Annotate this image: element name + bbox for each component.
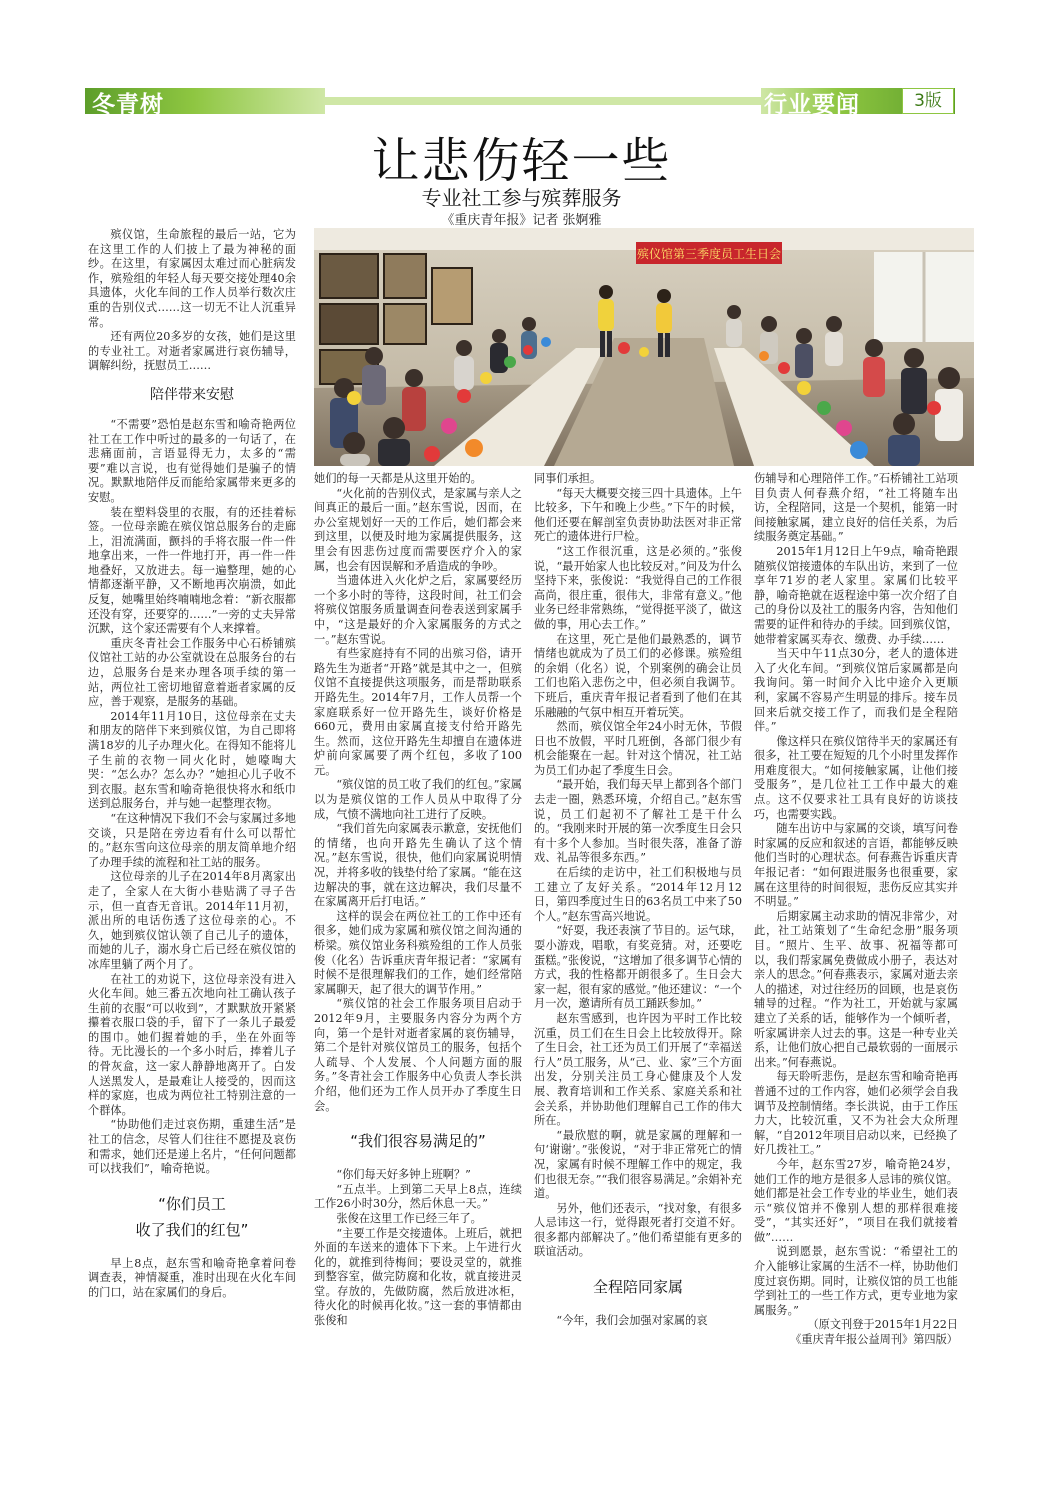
body-paragraph: 在社工的劝说下，这位母亲没有进入火化车间。她三番五次地向社工确认孩子生前的衣服“可以收到”，才默默放开紧紧攥着衣服口袋的手，留下了一条儿子最爱的围巾。她们握着她的手，坐在外面等待。无比漫长的一个多小时后，捧着儿子的骨灰盒，这一家人静静地离开了。白发人送黑发人，是最难让人接受的，因而这样的家庭，也成为两位社工特别注意的一个群体。 [88, 972, 296, 1117]
body-paragraph: “在这种情况下我们不会与家属过多地交谈，只是陪在旁边看有什么可以帮忙的。”赵东雪向这位母亲的朋友简单地介绍了办理手续的流程和社工站的服务。 [88, 811, 296, 869]
section-heading-2 [88, 1191, 296, 1243]
body-paragraph: 张俊在这里工作已经三年了。 [336, 1211, 482, 1225]
body-paragraph: “协助他们走过哀伤期，重建生活”是社工的信念，尽管人们往往不愿提及哀伤和需求，她们还是递上名片，“任何问题都可以找我们”，喻奇艳说。 [88, 1118, 296, 1176]
body-paragraph: 后期家属主动求助的情况非常少，对此，社工站策划了“生命纪念册”服务项目。“照片、生平、故事、祝福等都可以，我们帮家属免费做成小册子，表达对亲人的思念。”何春燕表示，家属对逝去亲人的描述，对过往经历的回顾，也是哀伤辅导的过程。“作为社工，开始就与家属建立了关系的话，能够作为一个倾听者，听家属讲亲人过去的事。这是一种专业关系，让他们放心把自己最软弱的一面展示出来。”何春燕说。 [754, 909, 958, 1069]
article-subtitle: 专业社工参与殡葬服务 [421, 186, 622, 210]
body-paragraph: 今年，赵东雪27岁，喻奇艳24岁，她们工作的地方是很多人忌讳的殡仪馆。她们都是社会工作专业的毕业生，她们表示“殡仪馆并不像别人想的那样很难接受”，“其实还好”，“项目在我们就接着做”…… [754, 1157, 958, 1244]
body-paragraph: 她们的每一天都是从这里开始的。 [314, 472, 482, 485]
body-paragraph: 这位母亲的儿子在2014年8月离家出走了，全家人在大街小巷贴满了寻子告示，但一直杳无音讯。2014年11月初，派出所的电话伤透了这位母亲的心。不久，她到殡仪馆认领了自己儿子的遗体，而她的儿子，溺水身亡后已经在殡仪馆的冰库里躺了两个月了。 [88, 870, 296, 971]
page-number: 3版 [902, 88, 954, 114]
section-heading-3: “我们很容易满足的” [350, 1132, 486, 1151]
intro-paragraph: 殡仪馆，生命旅程的最后一站，它为在这里工作的人们披上了最为神秘的面纱。在这里，有家属因太难过而心脏病发作，殡殓组的年轻人每天要交接处理40余具遗体，火化车间的工作人员举行数次庄重的告别仪式……这一切无不让人沉重异常。 [88, 228, 296, 329]
column-1 [88, 228, 296, 1388]
section-heading-2-line2: 收了我们的红包” [135, 1220, 249, 1239]
brand-logo-text: 冬青树 [92, 92, 164, 118]
photo-banner-text: 殡仪馆第三季度员工生日会 [636, 247, 782, 261]
body-paragraph: 随车出访中与家属的交谈，填写问卷时家属的反应和叙述的言语，都能够反映他们当时的心理状态。何春燕告诉重庆青年报记者：“如何跟进服务也很重要，家属在这里待的时间很短，悲伤反应其实并不明显。” [754, 822, 958, 909]
body-paragraph: “好耍，我还表演了节目的。运气球，耍小游戏，唱歌，有奖竞猜。对，还要吃蛋糕。”张俊说，“这增加了很多调节心情的方式，我的性格都开朗很多了。生日会大家一起，很有家的感觉。”他还建议：“一个月一次，邀请所有员工踊跃参加。” [534, 924, 742, 1011]
column-3 [534, 472, 742, 1390]
body-paragraph: 在后续的走访中，社工们积极地与员工建立了友好关系。“2014年12月12日，第四季度过生日的63名员工中来了50个人。”赵东雪高兴地说。 [534, 866, 742, 923]
body-paragraph: 有些家庭持有不同的出殡习俗，请开路先生为逝者“开路”就是其中之一，但殡仪馆不直接提供这项服务，而是帮助联系开路先生。2014年7月，工作人员帮一个家庭联系好一位开路先生，谈好价格是660元，费用由家属直接支付给开路先生。然而，这位开路先生却擅自在遗体进炉前向家属要了两个红包，多收了100元。 [314, 647, 522, 777]
body-paragraph: 这样的误会在两位社工的工作中还有很多，她们成为家属和殡仪馆之间沟通的桥梁。殡仪馆业务科殡殓组的工作人员张俊（化名）告诉重庆青年报记者：“家属有时候不是很理解我们的工作，她们经常陪家属聊天，起了很大的调节作用。” [314, 909, 522, 996]
body-paragraph: 另外，他们还表示，“找对象，有很多人忌讳这一行，觉得跟死者打交道不好。很多都内部解决了。”他们希望能有更多的联谊活动。 [534, 1201, 742, 1259]
body-paragraph: 早上8点，赵东雪和喻奇艳拿着问卷调查表，神情凝重，准时出现在火化车间的门口，站在家属们的身后。 [88, 1256, 296, 1299]
body-paragraph: “每天大概要交接三四十具遗体。上午比较多，下午和晚上少些。”下午的时候，他们还要在解剖室负责协助法医对非正常死亡的遗体进行尸检。 [534, 486, 742, 544]
article-byline: 《重庆青年报》记者 张婀雅 [441, 213, 602, 228]
body-paragraph: “最欣慰的啊，就是家属的理解和一句‘谢谢’。”张俊说，“对于非正常死亡的情况，家属有时候不理解工作中的规定，我们也很无奈。”“我们很容易满足。”余娟补充道。 [534, 1128, 742, 1201]
body-paragraph: “我们首先向家属表示歉意，安抚他们的情绪，也向开路先生确认了这个情况。”赵东雪说，很快，他们向家属说明情况，并将多收的钱垫付给了家属。“能在这边解决的事，就在这边解决，我们尽量不在家属离开后打电话。” [314, 822, 522, 909]
intro-paragraph: 还有两位20多岁的女孩，她们是这里的专业社工。对逝者家属进行哀伤辅导，调解纠纷，抚慰员工…… [88, 330, 296, 373]
source-note-line1: （原文刊登于2015年1月22日 [807, 1318, 958, 1332]
section-heading-2-line1: “你们员工 [158, 1194, 226, 1213]
section-heading-1: 陪伴带来安慰 [150, 386, 234, 403]
body-paragraph: “五点半。上到第二天早上8点，连续工作26小时30分，然后休息一天。” [314, 1182, 522, 1211]
body-paragraph: 2014年11月10日，这位母亲在丈夫和朋友的陪伴下来到殡仪馆，为自己即将满18岁的儿子办理火化。在得知不能将儿子生前的衣物一同火化时，她嚎啕大哭：“怎么办？怎么办？”她担心儿子收不到衣服。赵东雪和喻奇艳很快将水和纸巾送到总服务台，并与她一起整理衣物。 [88, 709, 296, 811]
body-paragraph: 然而，殡仪馆全年24小时无休，节假日也不放假，平时几班倒，各部门很少有机会能聚在一起。针对这个情况，社工站为员工们办起了季度生日会。 [534, 720, 742, 777]
body-paragraph: 说到愿景，赵东雪说：“希望社工的介入能够让家属的生活不一样，协助他们度过哀伤期。同时，让殡仪馆的员工也能学到社工的一些工作方式，更专业地为家属服务。” [754, 1245, 958, 1317]
body-paragraph: 当天中午11点30分，老人的遗体进入了火化车间。“到殡仪馆后家属都是向我询问。第一时间介入比中途介入更顺利，家属不容易产生明显的排斥。接车员回来后就交接工作了，而我们是全程陪伴。” [754, 647, 958, 734]
body-paragraph: 装在塑料袋里的衣服，有的还挂着标签。一位母亲跪在殡仪馆总服务台的走廊上，泪流满面，颤抖的手将衣服一件一件地拿出来，一件一件地打开，再一件一件地叠好，又放进去。每一遍整理，她的心情都逐渐平静，又不断地再次崩溃，如此反复，她嘴里始终喃喃地念着：“新衣服都还没有穿，还要穿的……”一旁的丈夫异常沉默，这个家还需要有个人来撑着。 [88, 505, 296, 636]
body-paragraph: “这工作很沉重，这是必须的。”张俊说，“最开始家人也比较反对。”问及为什么坚持下来，张俊说：“我觉得自己的工作很高尚，很庄重，很伟大，非常有意义。”他业务已经非常熟练，“觉得挺平淡了，做这做的事，用心去工作。” [534, 544, 742, 631]
body-paragraph: 当遗体进入火化炉之后，家属要经历一个多小时的等待，这段时间，社工们会将殡仪馆服务质量调查问卷表送到家属手中，“这是最好的介入家属服务的方式之一。”赵东雪说。 [314, 574, 522, 646]
body-paragraph: 2015年1月12日上午9点，喻奇艳跟随殡仪馆接遗体的车队出访，来到了一位享年71岁的老人家里。家属们比较平静，喻奇艳就在返程途中第一次介绍了自己的身份以及社工的服务内容，告知他们需要的证件和待办的手续。回到殡仪馆，她带着家属买寿衣、缴费、办手续…… [754, 544, 958, 646]
body-paragraph: “最开始，我们每天早上都到各个部门去走一圈，熟悉环境，介绍自己。”赵东雪说，员工们起初不了解社工是干什么的。“我刚来时开展的第一次季度生日会只有十多个人参加。当时很失落，准备了游戏、礼品等很多东西。” [534, 778, 742, 865]
body-paragraph: “今年，我们会加强对家属的哀 [556, 1314, 708, 1328]
body-paragraph: “不需要”恐怕是赵东雪和喻奇艳两位社工在工作中听过的最多的一句话了，在悲痛面前，言语显得无力，太多的“需要”难以言说，也有觉得她们是骗子的情况。默默地陪伴反而能给家属带来更多的安慰。 [88, 417, 296, 504]
body-paragraph: 同事们承担。 [534, 472, 602, 485]
body-paragraph: “殡仪馆的员工收了我们的红包。”家属以为是殡仪馆的工作人员从中取得了分成，气愤不满地向社工进行了反映。 [314, 778, 522, 821]
article-title: 让悲伤轻一些 [371, 133, 672, 189]
section-name: 行业要闻 [764, 92, 860, 118]
body-paragraph: “殡仪馆的社会工作服务项目启动于2012年9月，主要服务内容分为两个方向，第一个是针对逝者家属的哀伤辅导，第二个是针对殡仪馆员工的服务，包括个人疏导、个人发展、个人问题方面的服务。”冬青社会工作服务中心负责人李长洪介绍，他们还为工作人员开办了季度生日会。 [314, 997, 522, 1113]
body-paragraph: 每天聆听悲伤，是赵东雪和喻奇艳再普通不过的工作内容，她们必须学会自我调节及控制情绪。李长洪说，由于工作压力大，比较沉重，又不为社会大众所理解，“自2012年项目启动以来，已经换了好几拨社工。” [754, 1070, 958, 1157]
body-paragraph: 像这样只在殡仪馆待半天的家属还有很多，社工要在短短的几个小时里发挥作用难度很大。“如何接触家属，让他们接受服务”，是几位社工工作中最大的难点。这不仅要求社工具有良好的访谈技巧，也需要实践。 [754, 734, 958, 821]
source-note-line2: 《重庆青年报公益周刊》第四版） [790, 1333, 958, 1347]
body-paragraph: “主要工作是交接遗体。上班后，就把外面的车送来的遗体下下来。上午进行火化的，就推到待梅间；要设灵堂的，就推到整容室，做完防腐和化妆，就直接进灵堂。存放的，先做防腐，然后放进冰柜，待火化的时候再化妆。”这一套的事情都由张俊和 [314, 1226, 522, 1328]
body-paragraph: “你们每天好多钟上班啊？” [336, 1168, 471, 1182]
section-heading-4: 全程陪同家属 [592, 1278, 683, 1297]
masthead-bar-middle [325, 97, 761, 105]
column-4 [754, 472, 958, 1390]
column-2 [314, 472, 522, 1390]
body-paragraph: 在这里，死亡是他们最熟悉的，调节情绪也就成为了员工们的必修课。殡殓组的余娟（化名）说，个别案例的确会让员工们也陷入悲伤之中，但必须自我调节。下班后，重庆青年报记者看到了他们在其乐融融的气氛中相互开着玩笑。 [534, 632, 742, 719]
body-paragraph: 伤辅导和心理陪伴工作。”石桥铺社工站项目负责人何春燕介绍，“社工将随车出访，全程陪同，这是一个契机，能第一时间接触家属，建立良好的信任关系，为后续服务奠定基础。” [754, 472, 958, 544]
article-photo [314, 228, 974, 466]
body-paragraph: 赵东雪感到，也许因为平时工作比较沉重，员工们在生日会上比较放得开。除了生日会，社工还为员工们开展了“幸福送行人”员工服务，从“己、业、家”三个方面出发，分别关注员工身心健康及个人发展、教育培训和工作关系、家庭关系和社会关系，并协助他们理解自己工作的伟大所在。 [534, 1011, 742, 1128]
body-paragraph: “火化前的告别仪式，是家属与亲人之间真正的最后一面。”赵东雪说，因而，在办公室规划好一天的工作后，她们都会来到这里，以便及时地为家属提供服务，这里会有因悲伤过度而需要医疗介入的家属，也会有因误解和矛盾造成的争吵。 [314, 486, 522, 573]
body-paragraph: 重庆冬青社会工作服务中心石桥铺殡仪馆社工站的办公室就设在总服务台的右边，总服务台是来办理各项手续的第一站，两位社工密切地留意着逝者家属的反应，善于观察，是服务的基础。 [88, 636, 296, 709]
party-scene-illustration [314, 228, 974, 466]
